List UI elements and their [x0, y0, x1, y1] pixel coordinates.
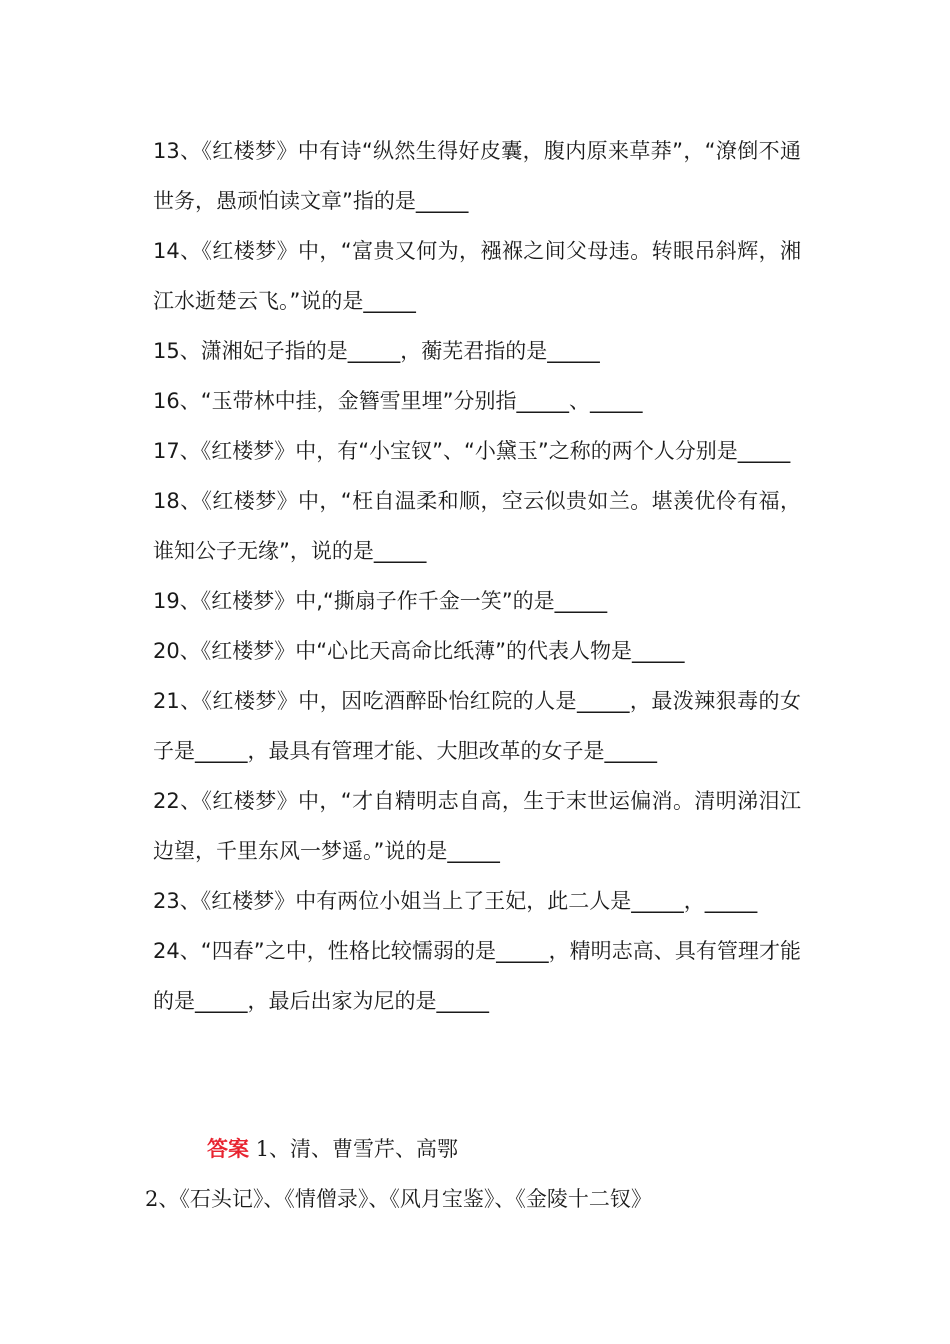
answer-section	[145, 1124, 805, 1224]
answer-label: 答案	[207, 1137, 249, 1161]
question-24: 24、“四春”之中，性格比较懦弱的是_____，精明志高、具有管理才能的是_____，最后出家为尼的是_____	[153, 939, 801, 1013]
question-13: 13、《红楼梦》中有诗“纵然生得好皮囊，腹内原来草莽”，“潦倒不通世务，愚顽怕读文章”指的是_____	[153, 139, 801, 213]
question-14: 14、《红楼梦》中，“富贵又何为，襁褓之间父母违。转眼吊斜辉，湘江水逝楚云飞。”说的是_____	[153, 239, 801, 313]
question-19: 19、《红楼梦》中,“撕扇子作千金一笑”的是_____	[153, 589, 608, 613]
question-20: 20、《红楼梦》中“心比天高命比纸薄”的代表人物是_____	[153, 639, 685, 663]
question-16: 16、“玉带林中挂，金簪雪里埋”分别指_____、_____	[153, 389, 643, 413]
answer-line-1	[145, 1124, 805, 1174]
question-23: 23、《红楼梦》中有两位小姐当上了王妃，此二人是_____，_____	[153, 889, 758, 913]
answer-line-2: 2、《石头记》、《情僧录》、《风月宝鉴》、《金陵十二钗》	[145, 1187, 652, 1211]
question-17: 17、《红楼梦》中，有“小宝钗”、“小黛玉”之称的两个人分别是_____	[153, 439, 791, 463]
question-list	[153, 126, 801, 1026]
question-15: 15、潇湘妃子指的是_____，蘅芜君指的是_____	[153, 339, 600, 363]
answer-1-text: 1、清、曹雪芹、高鄂	[255, 1137, 459, 1161]
question-18: 18、《红楼梦》中，“枉自温柔和顺，空云似贵如兰。堪羡优伶有福，谁知公子无缘”，说的是_____	[153, 489, 801, 563]
question-22: 22、《红楼梦》中，“才自精明志自高，生于末世运偏消。清明涕泪江边望，千里东风一梦遥。”说的是_____	[153, 789, 801, 863]
question-21: 21、《红楼梦》中，因吃酒醉卧怡红院的人是_____，最泼辣狠毒的女子是_____，最具有管理才能、大胆改革的女子是_____	[153, 689, 801, 763]
